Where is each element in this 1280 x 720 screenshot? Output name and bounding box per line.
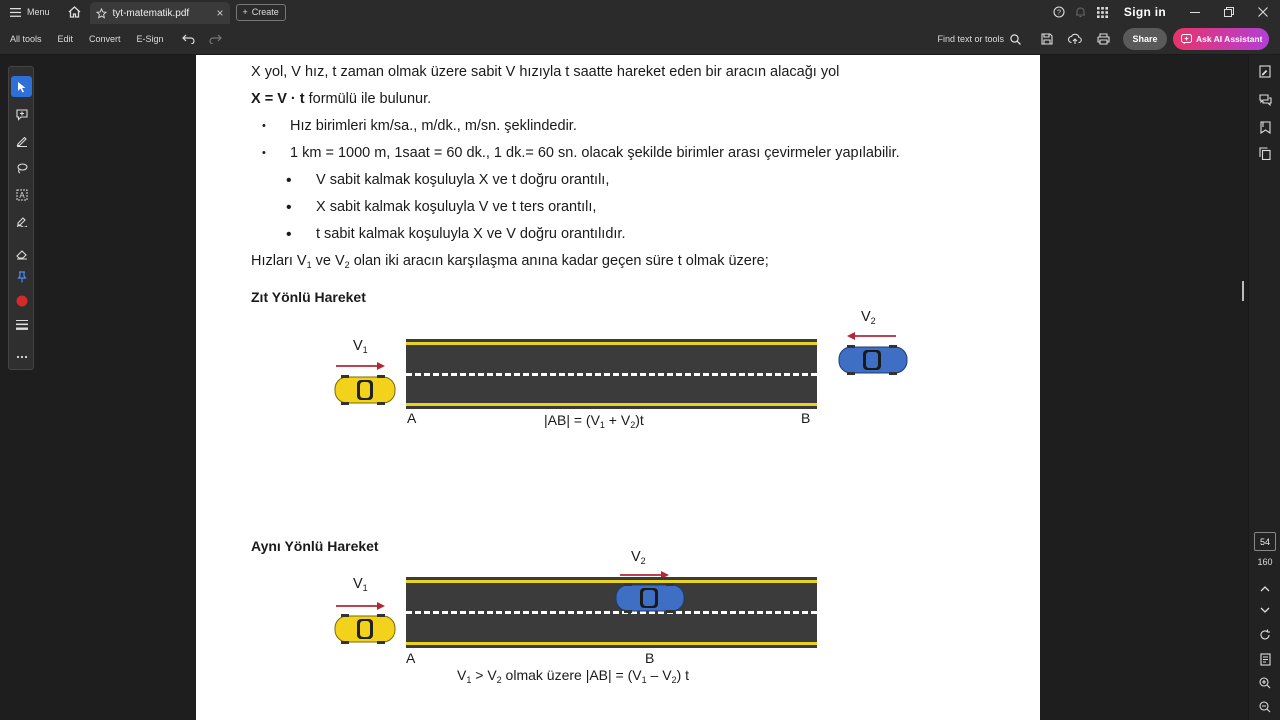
- color-swatch-icon: [16, 295, 28, 307]
- cursor-icon: [17, 81, 27, 93]
- f1-sub-1: 1: [599, 420, 605, 430]
- f2-sub-1: 1: [466, 675, 472, 685]
- stamp-tool[interactable]: [11, 266, 32, 287]
- page-properties-button[interactable]: [1255, 61, 1275, 81]
- blue-car-icon: [837, 344, 909, 376]
- eraser-tool[interactable]: [11, 243, 32, 264]
- f2-part-e: ) t: [676, 667, 690, 683]
- formula-opposite: [544, 412, 644, 430]
- v1-label-same: [353, 576, 368, 593]
- create-label: Create: [251, 7, 279, 17]
- menu-button[interactable]: [0, 0, 60, 24]
- meet-text-a: Hızları V: [251, 253, 307, 269]
- vertical-scrollbar[interactable]: [1242, 281, 1244, 301]
- zoom-out-icon: [1259, 701, 1271, 713]
- chevron-down-icon: [1260, 607, 1270, 614]
- text-box-icon: [16, 189, 28, 201]
- current-page-input[interactable]: 54: [1254, 532, 1276, 551]
- hamburger-icon: [10, 8, 21, 17]
- sub-bullet-dot: •: [286, 226, 292, 243]
- bookmarks-panel-button[interactable]: [1255, 117, 1275, 137]
- point-a-label: A: [407, 410, 417, 426]
- svg-text:?: ?: [1056, 7, 1061, 17]
- color-picker[interactable]: [11, 290, 32, 311]
- undo-icon[interactable]: [182, 34, 195, 44]
- v-sub: 2: [870, 316, 876, 326]
- lasso-icon: [16, 162, 28, 174]
- f2-sub-3: 1: [641, 675, 647, 685]
- heading-same-motion: Aynı Yönlü Hareket: [251, 538, 379, 554]
- document-edit-icon: [1259, 65, 1271, 78]
- edit-menu[interactable]: Edit: [57, 34, 74, 44]
- line-weight-tool[interactable]: [11, 314, 32, 335]
- blue-car-same-icon: [614, 582, 686, 614]
- pages-panel-button[interactable]: [1255, 143, 1275, 163]
- meeting-line: [251, 253, 769, 270]
- pin-icon: [17, 271, 27, 283]
- zoom-in-icon: [1259, 677, 1271, 689]
- v-sub: 2: [640, 556, 646, 566]
- home-icon: [68, 6, 81, 18]
- bullet-dot: •: [262, 147, 266, 159]
- f2-sub-2: 2: [496, 675, 502, 685]
- menu-label: Menu: [27, 7, 50, 17]
- create-button[interactable]: [236, 4, 286, 21]
- f1-part-a: |AB| = (V: [544, 412, 600, 428]
- road-same: [406, 577, 817, 648]
- document-tab[interactable]: [90, 2, 230, 24]
- f2-part-c: olmak üzere |AB| = (V: [501, 667, 642, 683]
- tab-title: tyt-matematik.pdf: [112, 7, 190, 19]
- save-button[interactable]: [1033, 24, 1061, 55]
- road-edge-top: [406, 580, 817, 583]
- chevron-up-icon: [1260, 585, 1270, 592]
- road-center-line: [406, 611, 817, 614]
- pdf-page: [196, 55, 1040, 720]
- previous-page-button[interactable]: [1255, 578, 1275, 598]
- total-pages: 160: [1257, 557, 1273, 567]
- sign-tool[interactable]: [11, 210, 32, 231]
- sub-bullet-3: t sabit kalmak koşuluyla X ve V doğru orantılıdır.: [316, 226, 626, 242]
- yellow-car-icon: [333, 374, 397, 406]
- comments-icon: [1259, 94, 1272, 106]
- meet-sub-2: 2: [344, 260, 350, 270]
- copy-pages-icon: [1259, 147, 1271, 160]
- restore-button[interactable]: [1212, 0, 1246, 24]
- search-icon: [1010, 34, 1021, 45]
- find-tools-box[interactable]: [937, 34, 1033, 45]
- comments-panel-button[interactable]: [1255, 90, 1275, 110]
- v1-label: [353, 338, 368, 355]
- quick-tools-rail: [8, 66, 34, 370]
- print-button[interactable]: [1089, 24, 1117, 55]
- title-bar: [0, 0, 1280, 24]
- find-text-label: Find text or tools: [937, 34, 1004, 44]
- printer-icon: [1097, 33, 1110, 45]
- yellow-car-same-icon: [333, 613, 397, 645]
- intro-line: X yol, V hız, t zaman olmak üzere sabit V hızıyla t saatte hareket eden bir aracın alacağı yol: [251, 64, 840, 80]
- sign-in-button[interactable]: Sign in: [1123, 5, 1166, 19]
- apps-grid-icon: [1097, 7, 1108, 18]
- eraser-icon: [16, 248, 28, 260]
- text-box-tool[interactable]: [11, 184, 32, 205]
- next-page-button[interactable]: [1255, 600, 1275, 620]
- v1-arrow-icon: [336, 361, 386, 371]
- plus-icon: +: [242, 7, 248, 17]
- sub-bullet-dot: •: [286, 172, 292, 189]
- svg-text:A: A: [18, 190, 25, 200]
- road-opposite: [406, 339, 817, 409]
- page-scroll-icon: [1260, 653, 1271, 666]
- esign-menu[interactable]: E-Sign: [136, 34, 164, 44]
- redo-icon[interactable]: [209, 34, 222, 44]
- v2-label: [861, 309, 876, 326]
- help-icon: [1053, 6, 1065, 18]
- v2-label-same: [631, 549, 646, 566]
- v-letter: V: [631, 549, 641, 565]
- zoom-in-button[interactable]: [1255, 673, 1275, 693]
- pen-icon: [16, 135, 28, 147]
- v1-arrow-same-icon: [336, 601, 386, 611]
- home-button[interactable]: [60, 0, 90, 24]
- f1-sub-2: 2: [630, 420, 636, 430]
- sub-bullet-1: V sabit kalmak koşuluyla X ve t doğru orantılı,: [316, 172, 610, 188]
- road-edge-bottom: [406, 642, 817, 645]
- v-sub: 1: [362, 345, 368, 355]
- bullet-units: Hız birimleri km/sa., m/dk., m/sn. şeklindedir.: [290, 118, 577, 134]
- all-tools-menu[interactable]: All tools: [10, 34, 42, 44]
- select-tool[interactable]: [11, 76, 32, 97]
- v2-arrow-icon: [846, 331, 896, 341]
- v-letter: V: [353, 338, 363, 354]
- ai-assistant-label: Ask AI Assistant: [1196, 34, 1263, 44]
- f2-part-b: > V: [471, 667, 497, 683]
- meet-text-c: olan iki aracın karşılaşma anına kadar geçen süre t olmak üzere;: [349, 253, 769, 269]
- road-edge-bottom: [406, 403, 817, 406]
- ai-assistant-icon: [1181, 34, 1192, 45]
- highlight-tool[interactable]: [11, 130, 32, 151]
- signature-pen-icon: [16, 215, 28, 227]
- close-window-button[interactable]: [1246, 0, 1280, 24]
- sub-bullet-2: X sabit kalmak koşuluyla V ve t ters orantılı,: [316, 199, 597, 215]
- bookmark-icon: [1260, 121, 1271, 134]
- sub-bullet-dot: •: [286, 199, 292, 216]
- more-tools-button[interactable]: [11, 346, 32, 367]
- convert-menu[interactable]: Convert: [89, 34, 121, 44]
- v-sub: 1: [362, 583, 368, 593]
- minimize-button[interactable]: [1178, 0, 1212, 24]
- cloud-upload-icon: [1068, 33, 1082, 45]
- f1-part-b: + V: [604, 412, 631, 428]
- bullet-conversion: 1 km = 1000 m, 1saat = 60 dk., 1 dk.= 60 sn. olacak şekilde birimler arası çevirmeler yapılabilir.: [290, 145, 900, 161]
- tab-close-icon[interactable]: ×: [216, 6, 224, 20]
- upload-button[interactable]: [1061, 24, 1089, 55]
- right-side-panel: [1248, 55, 1280, 720]
- restore-icon: [1224, 7, 1234, 17]
- v-letter: V: [353, 576, 363, 592]
- formula-line: [251, 91, 431, 107]
- main-toolbar: [0, 24, 1280, 55]
- star-icon[interactable]: [96, 8, 107, 19]
- close-icon: [1258, 7, 1268, 17]
- share-button[interactable]: Share: [1123, 28, 1167, 50]
- heading-opposite-motion: Zıt Yönlü Hareket: [251, 289, 366, 305]
- save-icon: [1041, 33, 1053, 45]
- f2-part-d: – V: [646, 667, 672, 683]
- comment-tool[interactable]: [11, 104, 32, 125]
- formula-same: [457, 667, 689, 685]
- formula-rest: formülü ile bulunur.: [304, 91, 432, 107]
- point-a-label-same: A: [406, 650, 416, 666]
- f1-part-c: )t: [635, 412, 644, 428]
- meet-text-b: ve V: [311, 253, 345, 269]
- help-button[interactable]: [1048, 0, 1070, 24]
- bell-icon: [1075, 6, 1086, 18]
- road-edge-top: [406, 342, 817, 345]
- rotate-icon: [1259, 629, 1271, 641]
- v-letter: V: [861, 309, 871, 325]
- f2-sub-4: 2: [671, 675, 677, 685]
- comment-add-icon: [16, 109, 28, 121]
- apps-button[interactable]: [1092, 0, 1114, 24]
- point-b-label: B: [801, 410, 811, 426]
- minimize-icon: [1190, 7, 1200, 17]
- zoom-out-button[interactable]: [1255, 697, 1275, 717]
- notifications-button[interactable]: [1070, 0, 1092, 24]
- line-weight-icon: [16, 320, 28, 330]
- ai-assistant-button[interactable]: [1173, 28, 1269, 50]
- road-center-line: [406, 373, 817, 376]
- page-display-button[interactable]: [1255, 649, 1275, 669]
- rotate-button[interactable]: [1255, 625, 1275, 645]
- draw-tool[interactable]: [11, 157, 32, 178]
- bullet-dot: •: [262, 120, 266, 132]
- more-horizontal-icon: [16, 355, 28, 359]
- f2-part-a: V: [457, 667, 467, 683]
- point-b-label-same: B: [645, 650, 655, 666]
- formula-bold: X = V · t: [251, 91, 305, 107]
- meet-sub-1: 1: [306, 260, 312, 270]
